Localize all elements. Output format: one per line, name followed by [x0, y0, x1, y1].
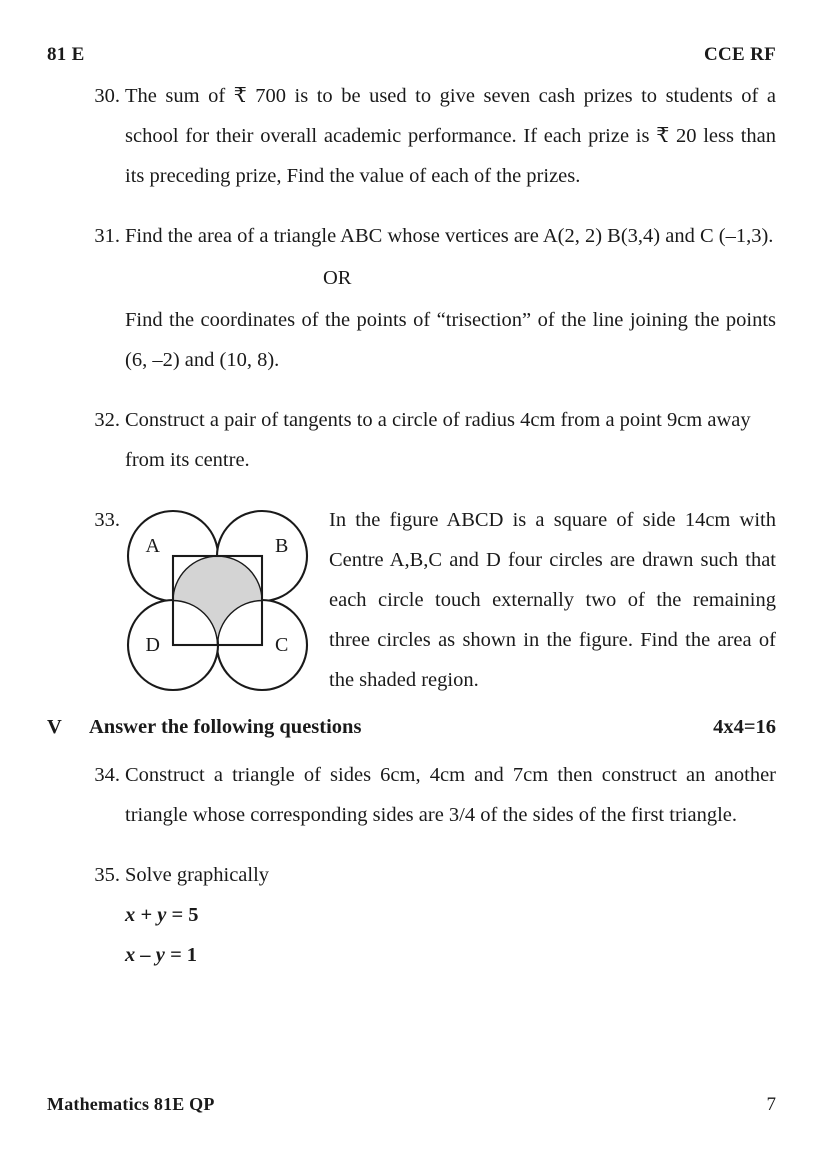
equation-variable-x: x — [125, 944, 136, 966]
or-separator: OR — [323, 267, 352, 289]
equation-variable-y: y — [155, 944, 165, 966]
page-number: 7 — [766, 1094, 776, 1115]
page-header — [47, 44, 776, 66]
figure-label-a: A — [145, 535, 160, 557]
equation-operator: – — [140, 944, 151, 966]
section-title: Answer the following questions — [89, 716, 362, 738]
question-text: Construct a pair of tangents to a circle of radius 4cm from a point 9cm away from its centre. — [125, 409, 751, 471]
question-number: 30. — [94, 85, 120, 107]
equation-variable-x: x — [125, 904, 136, 926]
question-number: 35. — [94, 864, 120, 886]
question-list — [47, 76, 776, 995]
question-text: In the figure ABCD is a square of side 14cm with Centre A,B,C and D four circles are drawn such that each circle touch externally two of the remaining three circles as shown in the figure. Find the area of the shaded region. — [329, 509, 776, 691]
question-body — [125, 755, 776, 835]
question-number: 32. — [94, 409, 120, 431]
question-text: Construct a triangle of sides 6cm, 4cm and 7cm then construct an another triangle whose corresponding sides are 3/4 of the sides of the first triangle. — [125, 764, 776, 826]
question-item-31 — [47, 216, 776, 380]
equation-variable-y: y — [157, 904, 167, 926]
figure-label-b: B — [275, 535, 289, 557]
question-item-34 — [47, 755, 776, 835]
question-item-32 — [47, 400, 776, 480]
question-alt-text: Find the coordinates of the points of “trisection” of the line joining the points (6, –2) and (10, 8). — [125, 309, 776, 371]
question-body — [125, 400, 776, 480]
question-number: 33. — [94, 509, 120, 531]
equation-constant: 1 — [186, 944, 198, 966]
question-text: The sum of ₹ 700 is to be used to give seven cash prizes to students of a school for their overall academic performance. If each prize is ₹ 20 less than its preceding prize, Find the value of each of the prizes. — [125, 85, 776, 187]
figure-label-d: D — [145, 634, 160, 656]
equation-2 — [125, 935, 776, 975]
question-body — [125, 855, 776, 975]
equation-constant: 5 — [188, 904, 199, 926]
question-number: 34. — [94, 764, 120, 786]
question-text: Find the area of a triangle ABC whose vertices are A(2, 2) B(3,4) and C (–1,3). — [125, 225, 774, 247]
equation-1 — [125, 895, 776, 935]
question-number: 31. — [94, 225, 120, 247]
question-body — [125, 216, 776, 380]
equation-operator: + — [140, 904, 153, 926]
header-board-code: CCE RF — [704, 44, 776, 65]
header-paper-code: 81 E — [47, 44, 85, 65]
figure-svg — [125, 504, 321, 694]
four-circles-square-figure — [125, 500, 325, 699]
question-body — [125, 76, 776, 196]
page-footer — [47, 1094, 776, 1116]
section-numeral: V — [47, 716, 62, 738]
figure-label-c: C — [275, 634, 289, 656]
equation-equals: = — [169, 944, 182, 966]
section-heading-v — [47, 716, 776, 739]
question-item-35 — [47, 855, 776, 975]
question-text: Solve graphically — [125, 864, 270, 886]
equation-equals: = — [171, 904, 184, 926]
question-item-33 — [47, 500, 776, 700]
section-marks: 4x4=16 — [713, 716, 776, 738]
footer-subject-label: Mathematics 81E QP — [47, 1094, 215, 1114]
question-item-30 — [47, 76, 776, 196]
